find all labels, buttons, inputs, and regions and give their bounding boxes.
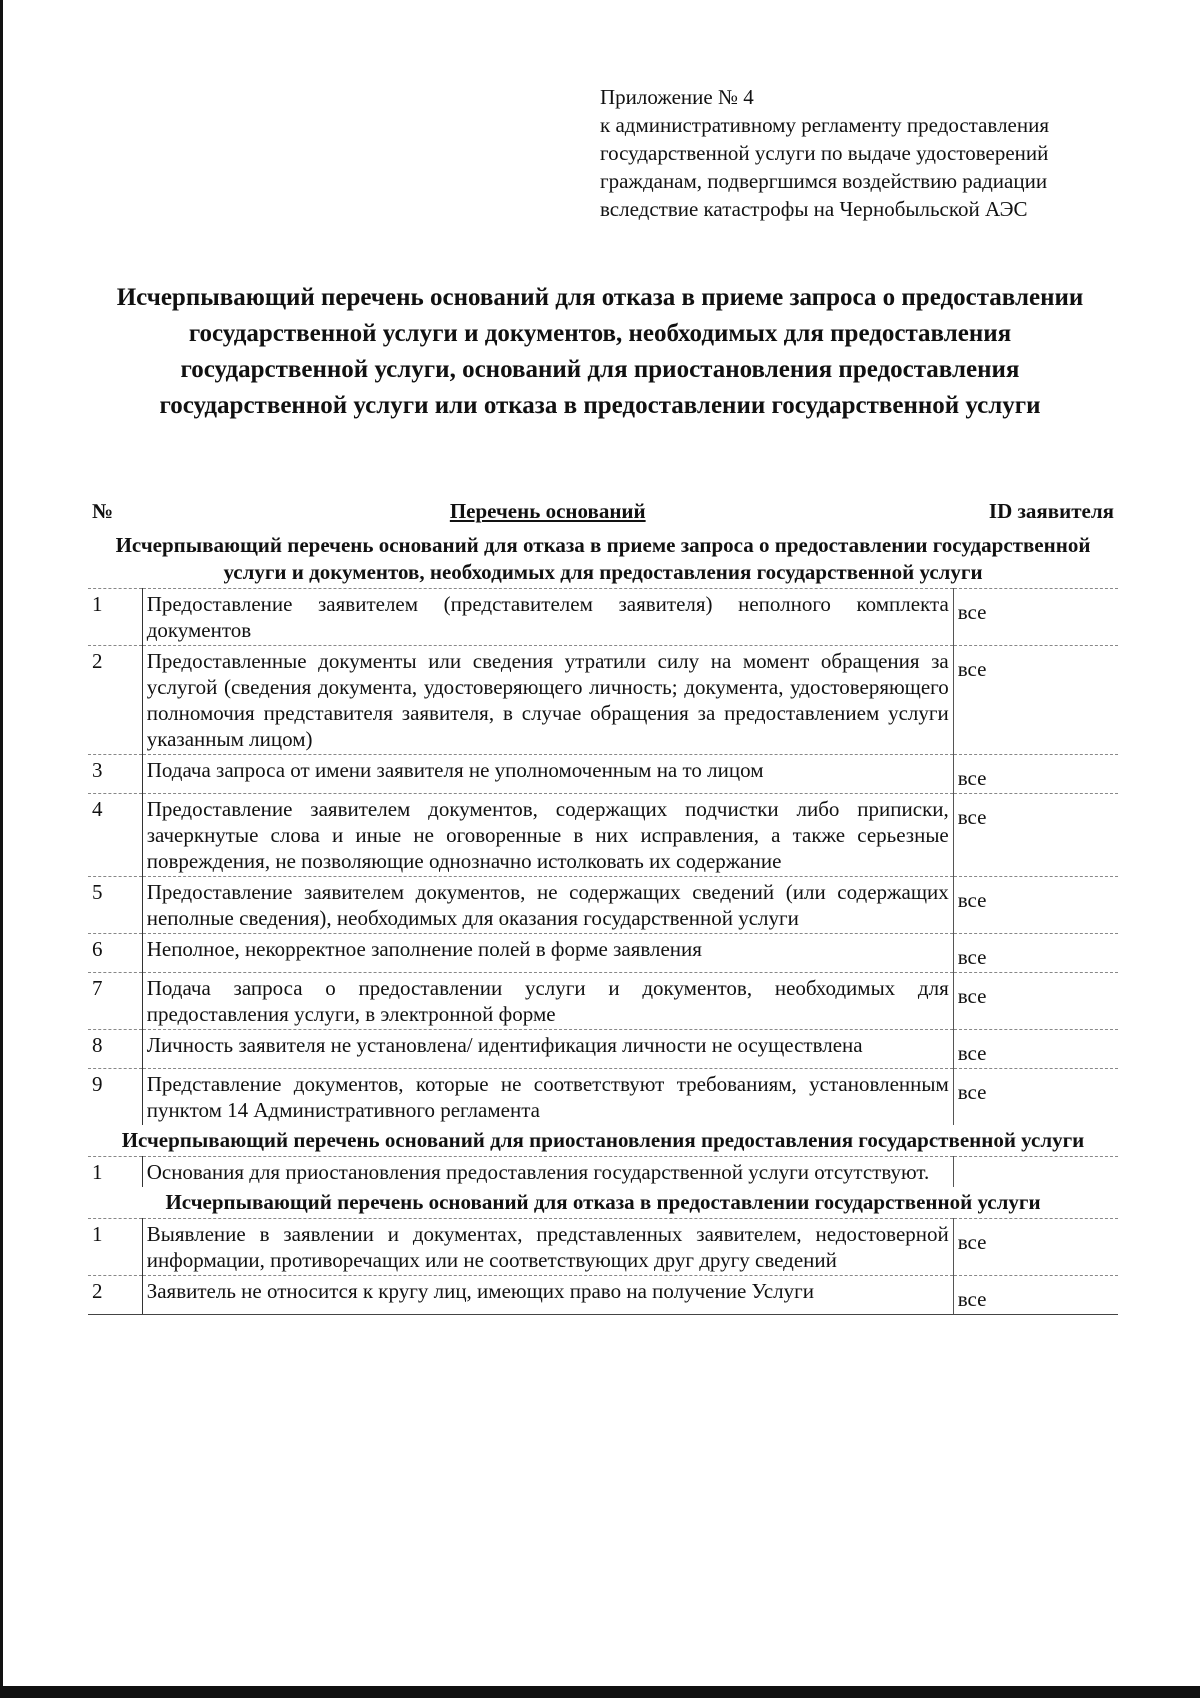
section-title-row <box>88 1125 1118 1157</box>
row-applicant-id: все <box>953 877 1118 934</box>
row-applicant-id: все <box>953 755 1118 794</box>
row-grounds-text: Представление документов, которые не соответствуют требованиям, установленным пунктом 14 Административного регламента <box>142 1069 953 1126</box>
row-grounds-text: Заявитель не относится к кругу лиц, имеющих право на получение Услуги <box>142 1276 953 1315</box>
row-grounds-text: Неполное, некорректное заполнение полей в форме заявления <box>142 934 953 973</box>
row-number: 9 <box>88 1069 142 1126</box>
section-title: Исчерпывающий перечень оснований для отказа в предоставлении государственной услуги <box>165 1190 1041 1214</box>
table-row <box>88 1157 1118 1188</box>
appendix-line: вследствие катастрофы на Чернобыльской АЭС <box>600 197 1028 221</box>
row-applicant-id <box>953 1157 1118 1188</box>
table-row <box>88 973 1118 1030</box>
table-row <box>88 1030 1118 1069</box>
header-num: № <box>92 499 114 523</box>
row-number: 2 <box>88 646 142 755</box>
row-number: 4 <box>88 794 142 877</box>
header-grounds: Перечень оснований <box>449 499 646 523</box>
row-grounds-text: Выявление в заявлении и документах, представленных заявителем, недостоверной информации, противоречащих или не соответствующих друг другу сведений <box>142 1219 953 1276</box>
row-grounds-text: Предоставленные документы или сведения утратили силу на момент обращения за услугой (сведения документа, удостоверяющего личность; документа, удостоверяющего полномочия представителя заявителя, в случае обращения за предоставлением услуги указанным лицом) <box>142 646 953 755</box>
appendix-line: государственной услуги по выдаче удостоверений <box>600 141 1049 165</box>
table-row <box>88 877 1118 934</box>
appendix-note <box>600 83 1130 223</box>
row-grounds-text: Предоставление заявителем документов, содержащих подчистки либо приписки, зачеркнутые слова и иные не оговоренные в них исправления, а также серьезные повреждения, не позволяющие однозначно истолковать их содержание <box>142 794 953 877</box>
table-row <box>88 589 1118 646</box>
grounds-table <box>88 496 1118 1315</box>
row-grounds-text: Предоставление заявителем (представителем заявителя) неполного комплекта документов <box>142 589 953 646</box>
row-number: 1 <box>88 589 142 646</box>
table-row <box>88 1276 1118 1315</box>
table-row <box>88 934 1118 973</box>
table-row <box>88 755 1118 794</box>
row-number: 8 <box>88 1030 142 1069</box>
scan-left-border <box>0 0 3 1698</box>
section-title-row <box>88 530 1118 589</box>
table-header-row <box>88 496 1118 530</box>
row-applicant-id: все <box>953 1276 1118 1315</box>
row-applicant-id: все <box>953 934 1118 973</box>
table-row <box>88 646 1118 755</box>
row-applicant-id: все <box>953 973 1118 1030</box>
row-number: 7 <box>88 973 142 1030</box>
table-row <box>88 794 1118 877</box>
document-title: Исчерпывающий перечень оснований для отказа в приеме запроса о предоставлении государственной услуги и документов, необходимых для предоставления государственной услуги, оснований для приостановления предоставления государственной услуги или отказа в предоставлении государственной услуги <box>116 284 1084 419</box>
section-title: Исчерпывающий перечень оснований для приостановления предоставления государственной услуги <box>121 1128 1085 1152</box>
row-applicant-id: все <box>953 646 1118 755</box>
section-title-row <box>88 1187 1118 1219</box>
appendix-line: гражданам, подвергшимся воздействию радиации <box>600 169 1048 193</box>
row-number: 6 <box>88 934 142 973</box>
row-number: 5 <box>88 877 142 934</box>
section-title: Исчерпывающий перечень оснований для отказа в приеме запроса о предоставлении государственной услуги и документов, необходимых для предоставления государственной услуги <box>115 533 1091 584</box>
row-grounds-text: Основания для приостановления предоставления государственной услуги отсутствуют. <box>142 1157 953 1188</box>
row-grounds-text: Подача запроса о предоставлении услуги и документов, необходимых для предоставления услуги, в электронной форме <box>142 973 953 1030</box>
row-grounds-text: Личность заявителя не установлена/ идентификация личности не осуществлена <box>142 1030 953 1069</box>
row-number: 2 <box>88 1276 142 1315</box>
appendix-line: Приложение № 4 <box>600 85 754 109</box>
row-grounds-text: Предоставление заявителем документов, не содержащих сведений (или содержащих неполные сведения), необходимых для оказания государственной услуги <box>142 877 953 934</box>
appendix-line: к административному регламенту предоставления <box>600 113 1050 137</box>
row-applicant-id: все <box>953 794 1118 877</box>
table-row <box>88 1219 1118 1276</box>
row-number: 3 <box>88 755 142 794</box>
row-grounds-text: Подача запроса от имени заявителя не уполномоченным на то лицом <box>142 755 953 794</box>
row-applicant-id: все <box>953 1030 1118 1069</box>
header-applicant-id: ID заявителя <box>988 499 1114 523</box>
table-row <box>88 1069 1118 1126</box>
row-applicant-id: все <box>953 1219 1118 1276</box>
row-applicant-id: все <box>953 589 1118 646</box>
row-number: 1 <box>88 1219 142 1276</box>
row-number: 1 <box>88 1157 142 1188</box>
row-applicant-id: все <box>953 1069 1118 1126</box>
scan-bottom-border <box>0 1686 1200 1698</box>
